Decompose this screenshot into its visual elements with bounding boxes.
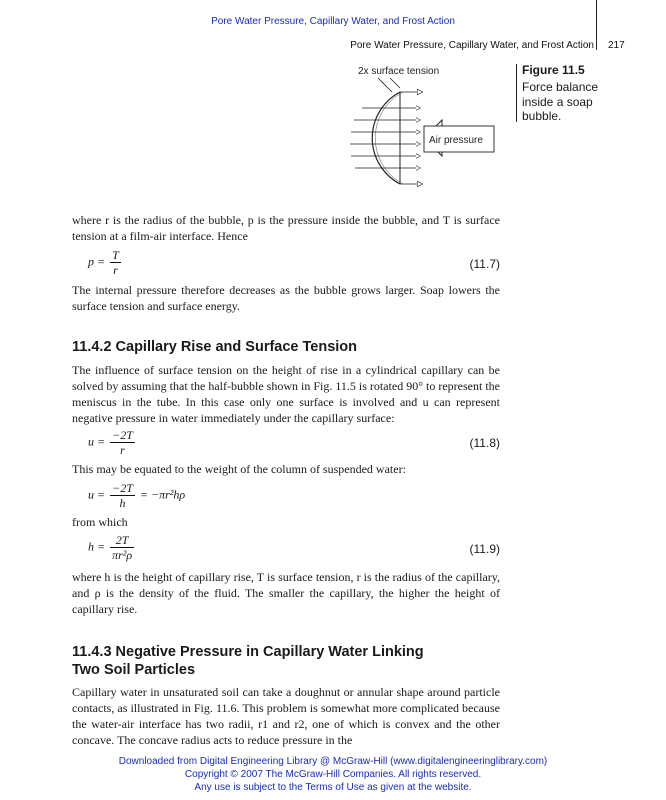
equation-11-9: [88, 533, 136, 562]
top-title-link[interactable]: Pore Water Pressure, Capillary Water, and Frost Action: [211, 16, 455, 27]
footer-terms-link[interactable]: Any use is subject to the Terms of Use as given at the website.: [194, 782, 472, 793]
footer-copyright: Copyright © 2007 The McGraw-Hill Companies. All rights reserved.: [184, 769, 482, 780]
equation-number-11-7: (11.7): [469, 257, 500, 271]
equation-lhs: h =: [88, 539, 106, 554]
fraction-denominator: r: [113, 263, 118, 277]
page-number: 217: [608, 40, 625, 51]
equation-weight: [88, 481, 185, 510]
fraction-denominator: h: [119, 496, 126, 510]
paragraph-weight-column: This may be equated to the weight of the column of suspended water:: [72, 462, 406, 476]
fraction-numerator: T: [112, 248, 119, 262]
figure-title: Figure 11.5: [522, 63, 585, 77]
fraction-denominator: πr²ρ: [112, 548, 133, 562]
bubble-inner-outline: [375, 92, 403, 184]
section-heading-line: Two Soil Particles: [72, 662, 196, 678]
equation-number-11-8: (11.8): [469, 436, 500, 450]
section-heading-11-4-2: 11.4.2 Capillary Rise and Surface Tension: [72, 339, 358, 355]
equation-11-7: [88, 248, 123, 277]
paragraph-from-which: from which: [72, 515, 128, 529]
running-head: Pore Water Pressure, Capillary Water, and Frost Action: [350, 40, 594, 51]
paragraph-negative-pressure: Capillary water in unsaturated soil can take a doughnut or annular shape around particle contacts, as illustrated in Fig. 11.6. This problem is somewhat more complicated because the water-air interface has two radii, r1 and r2, one of which is convex and the other concave. The concave radius acts to reduce pressure in the: [72, 685, 500, 747]
callout-line: [390, 78, 400, 88]
fraction-denominator: r: [120, 443, 125, 457]
equation-lhs: p =: [88, 254, 106, 269]
paragraph-bubble-definitions: where r is the radius of the bubble, p is the pressure inside the bubble, and T is surface tension at a film-air interface. Hence: [72, 213, 500, 243]
fraction-numerator: −2T: [112, 428, 133, 442]
equation-number-11-9: (11.9): [469, 542, 500, 556]
equation-lhs: u =: [88, 487, 106, 502]
paragraph-capillary-rise: The influence of surface tension on the height of rise in a cylindrical capillary can be solved by assuming that the half-bubble shown in Fig. 11.5 is rotated 90° to represent the meniscus in the tube. In this case only one surface is involved and u can represent negative pressure in water immediately under the capillary surface:: [72, 363, 500, 425]
fraction-numerator: −2T: [112, 481, 133, 495]
footer-download-link[interactable]: Downloaded from Digital Engineering Library @ McGraw-Hill (www.digitalengineeringlibrary.com): [118, 756, 548, 767]
header-divider: [596, 0, 597, 50]
section-heading-11-4-3: [72, 643, 424, 679]
equation-lhs: u =: [88, 434, 106, 449]
callout-line: [378, 78, 392, 92]
equation-fraction: [110, 428, 135, 457]
paragraph-internal-pressure: The internal pressure therefore decreases as the bubble grows larger. Soap lowers the surface tension and surface energy.: [72, 283, 500, 313]
figure-caption-rule: [516, 64, 517, 122]
equation-fraction: [110, 248, 121, 277]
section-heading-line: 11.4.3 Negative Pressure in Capillary Water Linking: [72, 644, 424, 660]
paragraph-capillary-height: where h is the height of capillary rise, T is surface tension, r is the radius of the capillary, and ρ is the density of the fluid. The smaller the capillary, the higher the height of capillary rise.: [72, 570, 500, 616]
equation-fraction: [110, 481, 135, 510]
equation-11-8: [88, 428, 137, 457]
fraction-numerator: 2T: [110, 533, 134, 548]
equation-rhs: = −πr²hρ: [139, 487, 186, 502]
surface-tension-label: 2x surface tension: [358, 66, 440, 77]
equation-fraction: [110, 533, 134, 562]
air-pressure-label: Air pressure: [429, 135, 483, 146]
soap-bubble-figure: [330, 62, 510, 190]
figure-caption: Force balance inside a soap bubble.: [522, 80, 599, 123]
